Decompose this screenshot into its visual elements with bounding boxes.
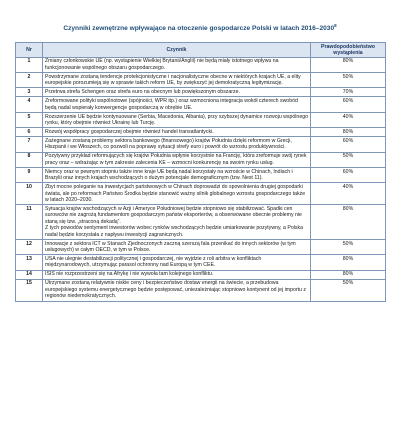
row-number: 11 xyxy=(16,205,43,240)
row-number: 13 xyxy=(16,255,43,270)
probability-value: 80% xyxy=(311,128,386,137)
factor-description xyxy=(43,279,311,301)
probability-value: 50% xyxy=(311,239,386,254)
factor-description xyxy=(43,205,311,240)
factor-description xyxy=(43,183,311,205)
factor-description xyxy=(43,168,311,183)
factor-paragraph: Innowacje z sektora ICT w Stanach Zjednoczonych zaczną szerszą fala przenikać do innych sektorów (w tym usługowych) w całym OECD, w tym w Polsce. xyxy=(45,240,296,254)
probability-value: 50% xyxy=(311,73,386,88)
probability-value: 50% xyxy=(311,152,386,167)
factor-paragraph: Niemcy oraz w pewnym stopniu także inne kraje UE będą nadal korzystały na wzroście w Chinach, Indiach i Brazylii oraz innych krajach wschodzących o dużym potencjale demograficznym (tzw. Next 11). xyxy=(45,168,293,182)
factor-paragraph: Zbyt mocne poleganie na inwestycjach państwowych w Chinach doprowadzi do spowolnienia drugiej gospodarki świata, ale po reformach Państwo Środka będzie stanowić ważny silnik globalnego wzrostu gospodarczego także w latach 2020–2030. xyxy=(45,184,306,204)
table-row xyxy=(16,112,386,127)
factor-paragraph: ISIS nie rozprzestrzeni się na Afrykę i nie wywoła tam kolejnego konfliktu. xyxy=(45,271,214,278)
factor-paragraph: Zażegnane zostaną problemy sektora bankowego (finansowego) krajów Południa dzięki reformom w Grecji, Hiszpanii i we Włoszech, co pozwoli na poprawę sytuacji strefy euro i powrót do wzrostu produktywności. xyxy=(45,138,292,151)
factor-description xyxy=(43,152,311,167)
factor-paragraph: USA nie ulegnie destabilizacji politycznej i gospodarczej, nie wyjdzie z roli arbitra w konfliktach międzynarodowych, utrzymując parasol ochronny nad Europą w tym CEE. xyxy=(45,256,262,269)
header-factor: Czynnik xyxy=(43,43,311,58)
factor-description xyxy=(43,97,311,112)
factor-description xyxy=(43,112,311,127)
factor-paragraph: Sytuacja krajów wschodzących w Azji i Ameryce Południowej będzie stopniowo się stabilizować. Spadki cen surowców nie zagrożą fundamentom gospodarczym państw eksporterów, a obserwowane obecnie problemy nie staną się tzw. „straconą dekadą”. xyxy=(45,206,302,225)
table-row xyxy=(16,137,386,152)
row-number: 12 xyxy=(16,239,43,254)
probability-value: 80% xyxy=(311,255,386,270)
probability-value: 80% xyxy=(311,57,386,72)
row-number: 5 xyxy=(16,112,43,127)
table-row xyxy=(16,239,386,254)
probability-value: 50% xyxy=(311,279,386,301)
table-row xyxy=(16,73,386,88)
row-number: 10 xyxy=(16,183,43,205)
row-number: 7 xyxy=(16,137,43,152)
factor-description xyxy=(43,88,311,97)
factors-table xyxy=(15,42,386,302)
factor-description xyxy=(43,270,311,279)
probability-value: 60% xyxy=(311,137,386,152)
row-number: 4 xyxy=(16,97,43,112)
table-row xyxy=(16,205,386,240)
row-number: 14 xyxy=(16,270,43,279)
title-footnote-ref: 8 xyxy=(334,22,337,28)
table-title xyxy=(20,22,380,32)
table-body xyxy=(16,57,386,301)
factor-paragraph: Utrzymane zostaną relatywnie niskie ceny i bezpieczeństwo dostaw energii na świecie, a przebudowa europejskiego systemu energetycznego będzie postępować, uniezależniając stopniowo kontynent od jej importu z regionów niedemokratycznych. xyxy=(45,280,306,300)
factor-paragraph: Zreformowane polityki wspólnotowe (spójności, WPR itp.) oraz wzmocniona integracja wokół czterech swobód będą nadal wspierały konwergencje gospodarczą w obrębie UE. xyxy=(45,98,298,111)
probability-value: 80% xyxy=(311,205,386,240)
table-row xyxy=(16,270,386,279)
table-row xyxy=(16,168,386,183)
factor-paragraph: Z tych powodów sentyment inwestorów wobec rynków wschodzących będzie umiarkowanie pozytywny, a Polska nadal będzie korzystała z napływu inwestycji zagranicznych. xyxy=(45,225,303,238)
table-row xyxy=(16,88,386,97)
row-number: 3 xyxy=(16,88,43,97)
table-row xyxy=(16,279,386,301)
table-row xyxy=(16,152,386,167)
table-title-text: Czynniki zewnętrzne wpływające na otoczenie gospodarcze Polski w latach 2016–2030 xyxy=(63,25,335,32)
factor-description xyxy=(43,57,311,72)
factor-description xyxy=(43,255,311,270)
factor-paragraph: Pozytywny przykład reformujących się krajów Południa wpłynie korzystnie na Francję, która zreformuje swój rynek pracy oraz – wdrażając w tym zakresie zalecenia KE – wzmocni konkurencję na swoim rynku usług. xyxy=(45,153,307,166)
table-row xyxy=(16,128,386,137)
table-row xyxy=(16,97,386,112)
factor-paragraph: Rozwój współpracy gospodarczej obejmie również handel transatlantycki. xyxy=(45,129,214,136)
row-number: 6 xyxy=(16,128,43,137)
factor-description xyxy=(43,239,311,254)
probability-value: 40% xyxy=(311,112,386,127)
table-header-row xyxy=(16,43,386,58)
table-row xyxy=(16,255,386,270)
factor-paragraph: Powstrzymane zostaną tendencje protekcjonistyczne i nacjonalistyczne obecne w niektórych krajach UE, a elity europejskie porozumieją się w sprawie takich reform UE, by zwiększyć jej demokratyczną legitymizację. xyxy=(45,73,301,87)
row-number: 1 xyxy=(16,57,43,72)
header-nr: Nr xyxy=(16,43,43,58)
probability-value: 80% xyxy=(311,270,386,279)
factor-description xyxy=(43,128,311,137)
row-number: 8 xyxy=(16,152,43,167)
row-number: 9 xyxy=(16,168,43,183)
factor-description xyxy=(43,137,311,152)
factor-paragraph: Przetrwa strefa Schengen oraz strefa euro na obecnym lub powiększonym obszarze. xyxy=(45,89,240,96)
table-row xyxy=(16,183,386,205)
header-probability: Prawdopodobieństwo wystąpienia xyxy=(311,43,386,58)
factor-paragraph: Zmiany członkowskie UE (np. wystąpienie Wielkiej Brytanii/Anglii) nie będą miały istotnego wpływu na funkcjonowanie wspólnego obszaru gospodarczego. xyxy=(45,58,279,71)
factor-description xyxy=(43,73,311,88)
probability-value: 60% xyxy=(311,97,386,112)
probability-value: 60% xyxy=(311,168,386,183)
probability-value: 70% xyxy=(311,88,386,97)
factor-paragraph: Rozszerzenie UE będzie kontynuowane (Serbia, Macedonia, Albania), przy szybszej dynamice rozwoju wspólnego rynku, który obejmie również Ukrainę lub Turcję. xyxy=(45,113,308,127)
row-number: 2 xyxy=(16,73,43,88)
table-row xyxy=(16,57,386,72)
probability-value: 40% xyxy=(311,183,386,205)
row-number: 15 xyxy=(16,279,43,301)
